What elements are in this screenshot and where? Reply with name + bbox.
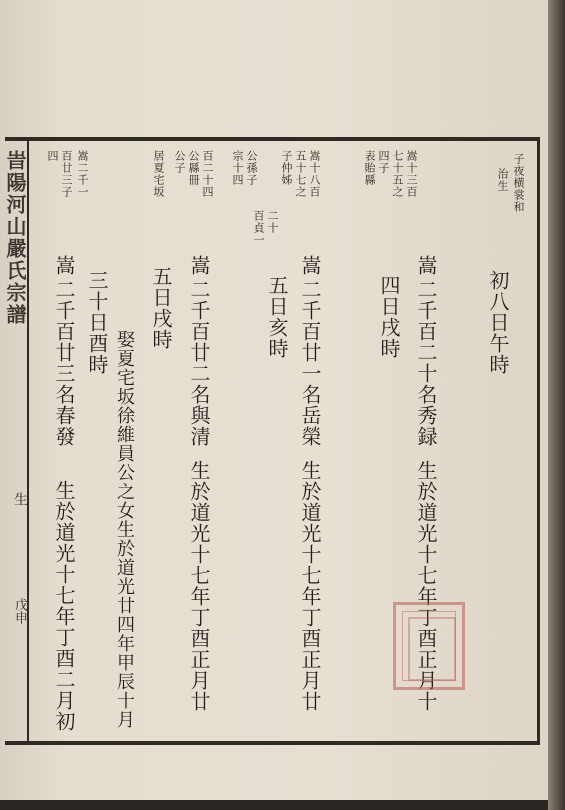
entry-2-head: 二千百廿一名岳榮: [298, 279, 322, 447]
note-col-20: 四: [46, 150, 59, 162]
note-col-7: 嵩十八百: [308, 150, 321, 198]
note-col-6: 表貽縣: [363, 150, 376, 186]
note-col-18: 嵩二千一: [76, 150, 89, 198]
entry-1-head: 二千百二十名秀録: [414, 279, 438, 447]
entry-2-body: 生於道光十七年丁酉正月廿: [298, 460, 322, 712]
note-col-19: 百廿三子: [60, 150, 73, 198]
note-col-13: 宗十四: [231, 150, 244, 186]
note-col-1: 子夜横裳和: [512, 153, 525, 213]
entry-1-note: 四日戌時: [377, 275, 401, 359]
spine-mark-lower: 戊申: [12, 598, 27, 624]
note-col-12: 公孫子: [245, 150, 258, 186]
note-col-2: 治生: [496, 168, 509, 192]
entry-2-note: 五日亥時: [265, 275, 289, 359]
entry-1-body: 生於道光十七年丁酉正月十: [414, 460, 438, 712]
note-col-4: 七十五之: [391, 150, 404, 198]
note-col-17: 居夏宅坂: [152, 150, 165, 198]
entry-1-gen: 嵩: [414, 255, 438, 276]
entry-5-note: 三十日酉時: [85, 270, 109, 375]
entry-3-head: 二千百廿二名與清: [187, 279, 211, 447]
entry-2-gen: 嵩: [298, 255, 322, 276]
note-col-3: 嵩十三百: [405, 150, 418, 198]
entry-0-head: 初八日午時: [486, 270, 510, 375]
spine-mark-upper: 生: [12, 492, 28, 506]
entry-5-gen: 嵩: [52, 255, 76, 276]
note-col-15: 公縣冊: [187, 150, 200, 186]
note-col-5: 四子: [377, 150, 390, 174]
entry-3-gen: 嵩: [187, 255, 211, 276]
note-col-16: 公子: [173, 150, 186, 174]
note-col-8: 五十七之: [294, 150, 307, 198]
red-seal-stamp: [393, 602, 465, 690]
entry-5-head: 二千百廿三名春發: [52, 279, 76, 447]
entry-5-body: 生於道光十七年丁酉二月初: [52, 480, 76, 732]
book-edge: [548, 0, 565, 810]
spine-title: 旹陽河山嚴氏宗譜: [3, 150, 27, 326]
entry-4-head: 娶夏宅坂徐維員公之女生於道光廿四年甲辰十月: [114, 330, 135, 729]
note-col-14: 百二十四: [201, 150, 214, 198]
note-col-10: 二十: [266, 210, 279, 234]
note-col-11: 百貞一: [252, 210, 265, 246]
entry-3-note: 五日戌時: [149, 266, 173, 350]
note-col-9: 子仲姊: [280, 150, 293, 186]
entry-3-body: 生於道光十七年丁酉正月廿: [187, 460, 211, 712]
